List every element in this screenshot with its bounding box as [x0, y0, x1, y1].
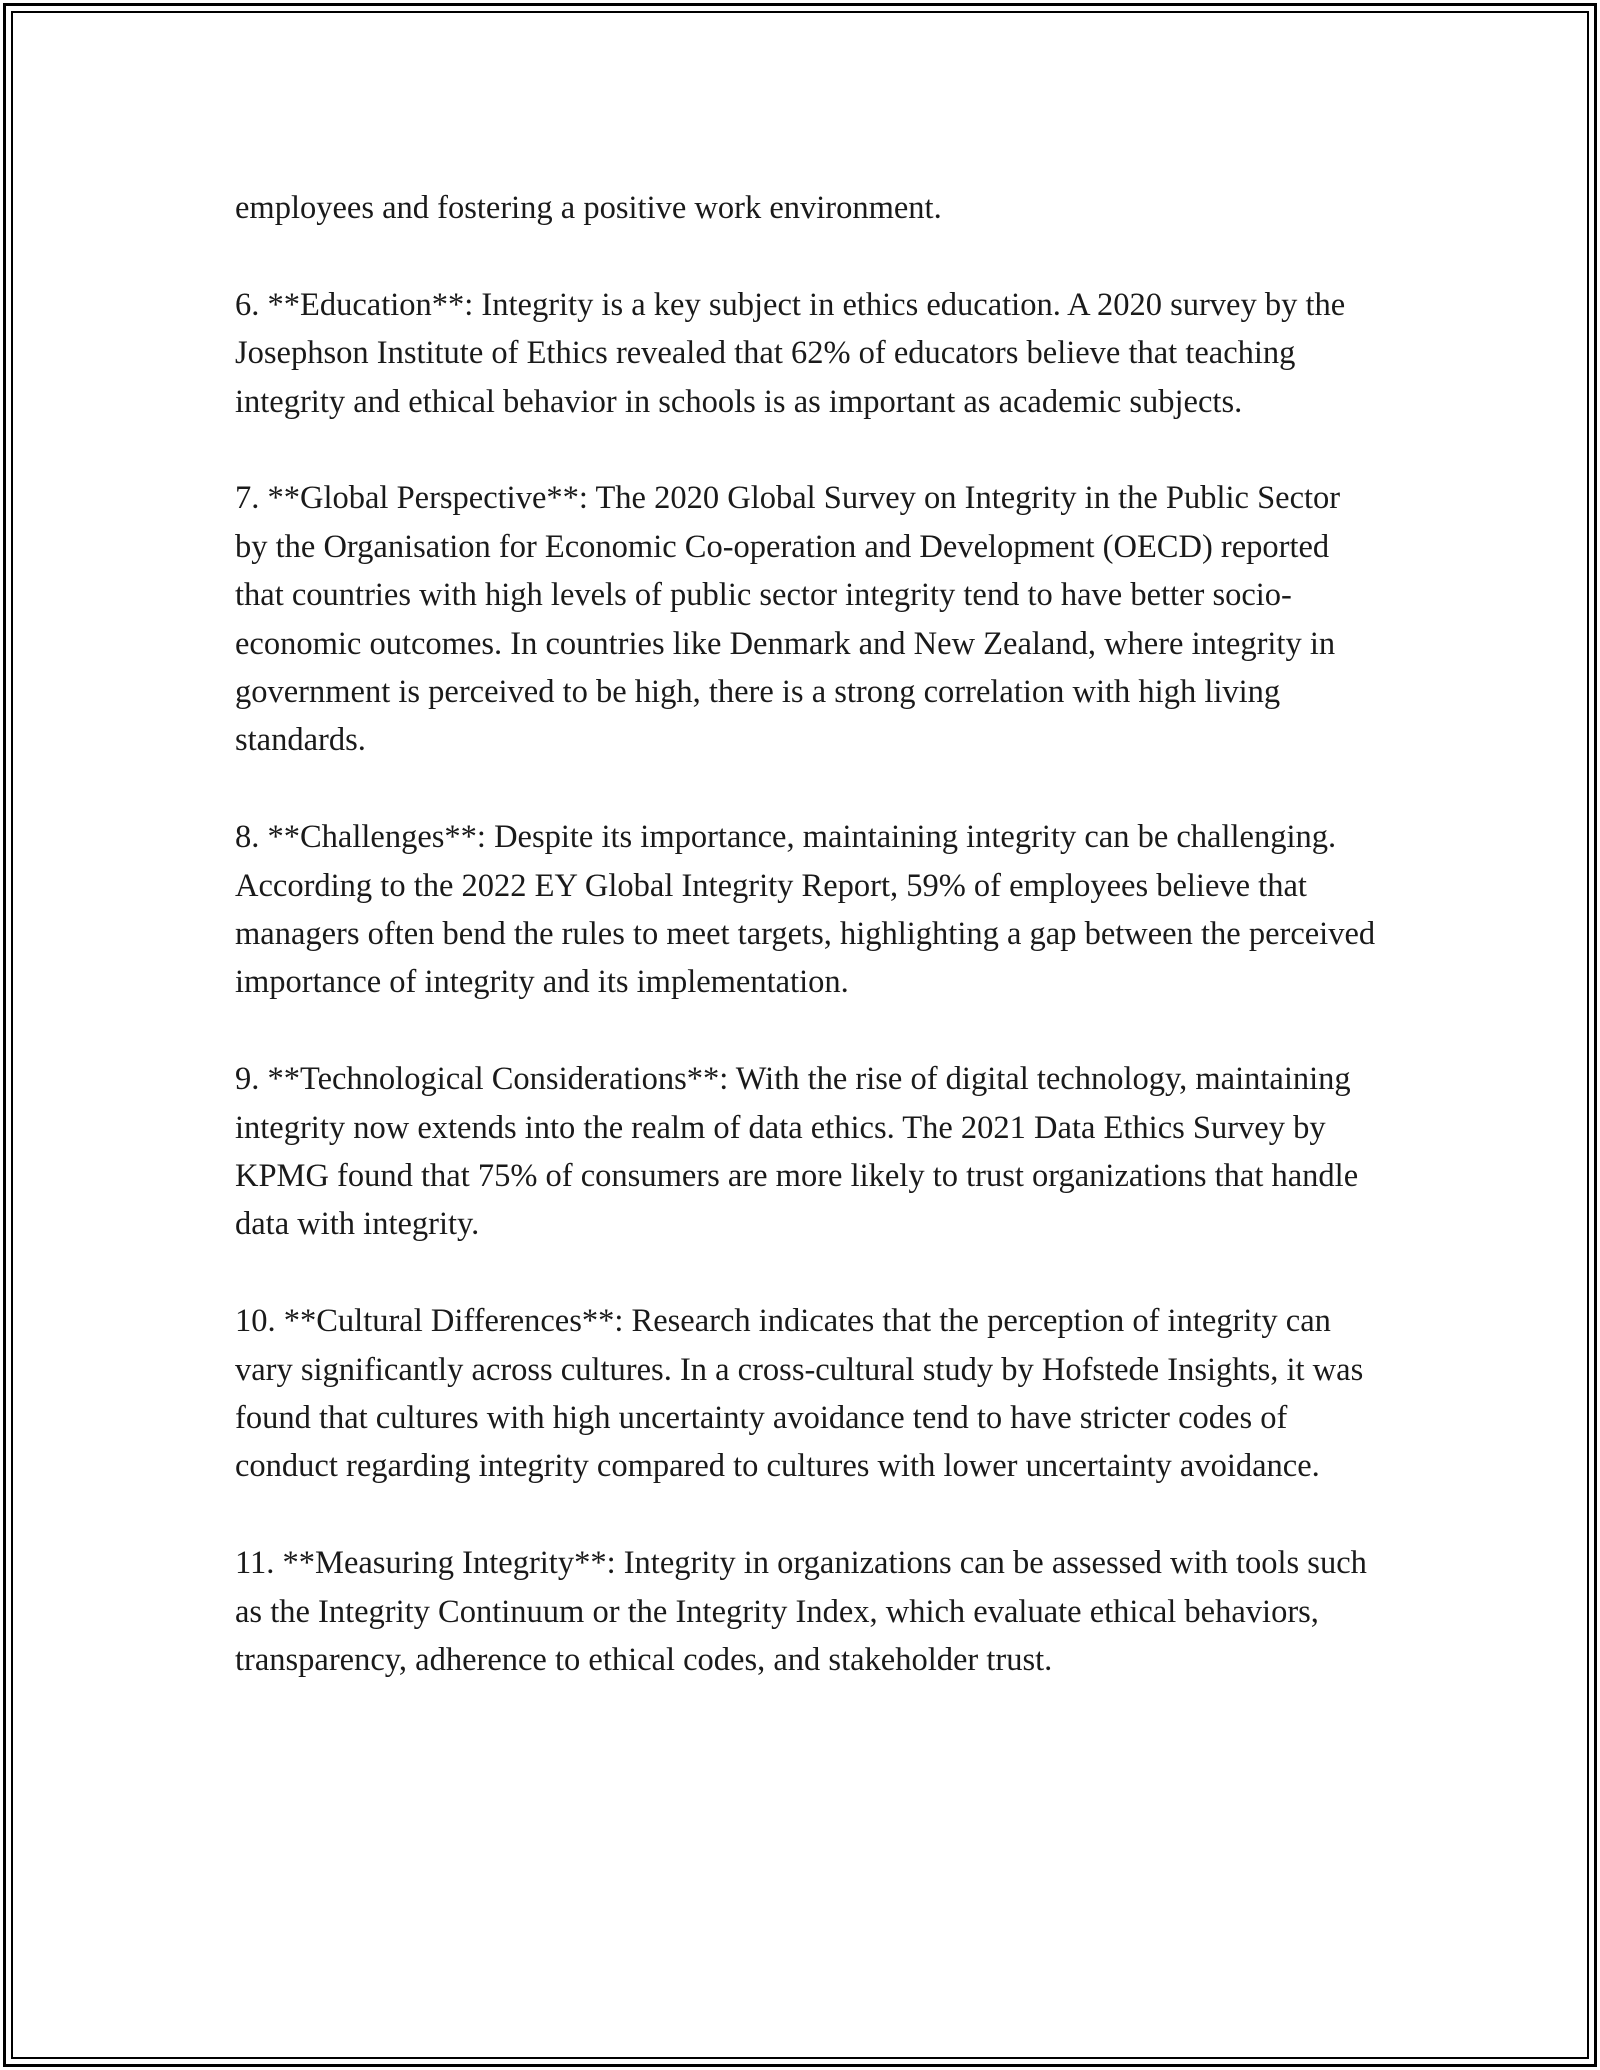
paragraph-challenges: 8. **Challenges**: Despite its importance, maintaining integrity can be challenging. According to the 2022 EY Global Integrity Report, 59% of employees believe that managers often bend the rules to meet targets, highlighting a gap between the perceived importance of integrity and its implementation.	[235, 819, 1376, 1001]
paragraph-measuring-integrity: 11. **Measuring Integrity**: Integrity in organizations can be assessed with tools such as the Integrity Continuum or the Integrity Index, which evaluate ethical behaviors, transparency, adherence to ethical codes, and stakeholder trust.	[235, 1545, 1367, 1679]
paragraph-cultural-differences: 10. **Cultural Differences**: Research indicates that the perception of integrity can vary significantly across cultures. In a cross-cultural study by Hofstede Insights, it was found that cultures with high uncertainty avoidance tend to have stricter codes of conduct regarding integrity compared to cultures with lower uncertainty avoidance.	[235, 1303, 1364, 1485]
document-body	[235, 184, 1380, 1733]
paragraph-continuation: employees and fostering a positive work environment.	[235, 190, 942, 226]
paragraph-technological-considerations: 9. **Technological Considerations**: With the rise of digital technology, maintaining integrity now extends into the realm of data ethics. The 2021 Data Ethics Survey by KPMG found that 75% of consumers are more likely to trust organizations that handle data with integrity.	[235, 1061, 1359, 1243]
paragraph-global-perspective: 7. **Global Perspective**: The 2020 Global Survey on Integrity in the Public Sector by the Organisation for Economic Co-operation and Development (OECD) reported that countries with high levels of public sector integrity tend to have better socio-economic outcomes. In countries like Denmark and New Zealand, where integrity in government is perceived to be high, there is a strong correlation with high living standards.	[235, 480, 1341, 759]
paragraph-education: 6. **Education**: Integrity is a key subject in ethics education. A 2020 survey by the Josephson Institute of Ethics revealed that 62% of educators believe that teaching integrity and ethical behavior in schools is as important as academic subjects.	[235, 286, 1346, 420]
